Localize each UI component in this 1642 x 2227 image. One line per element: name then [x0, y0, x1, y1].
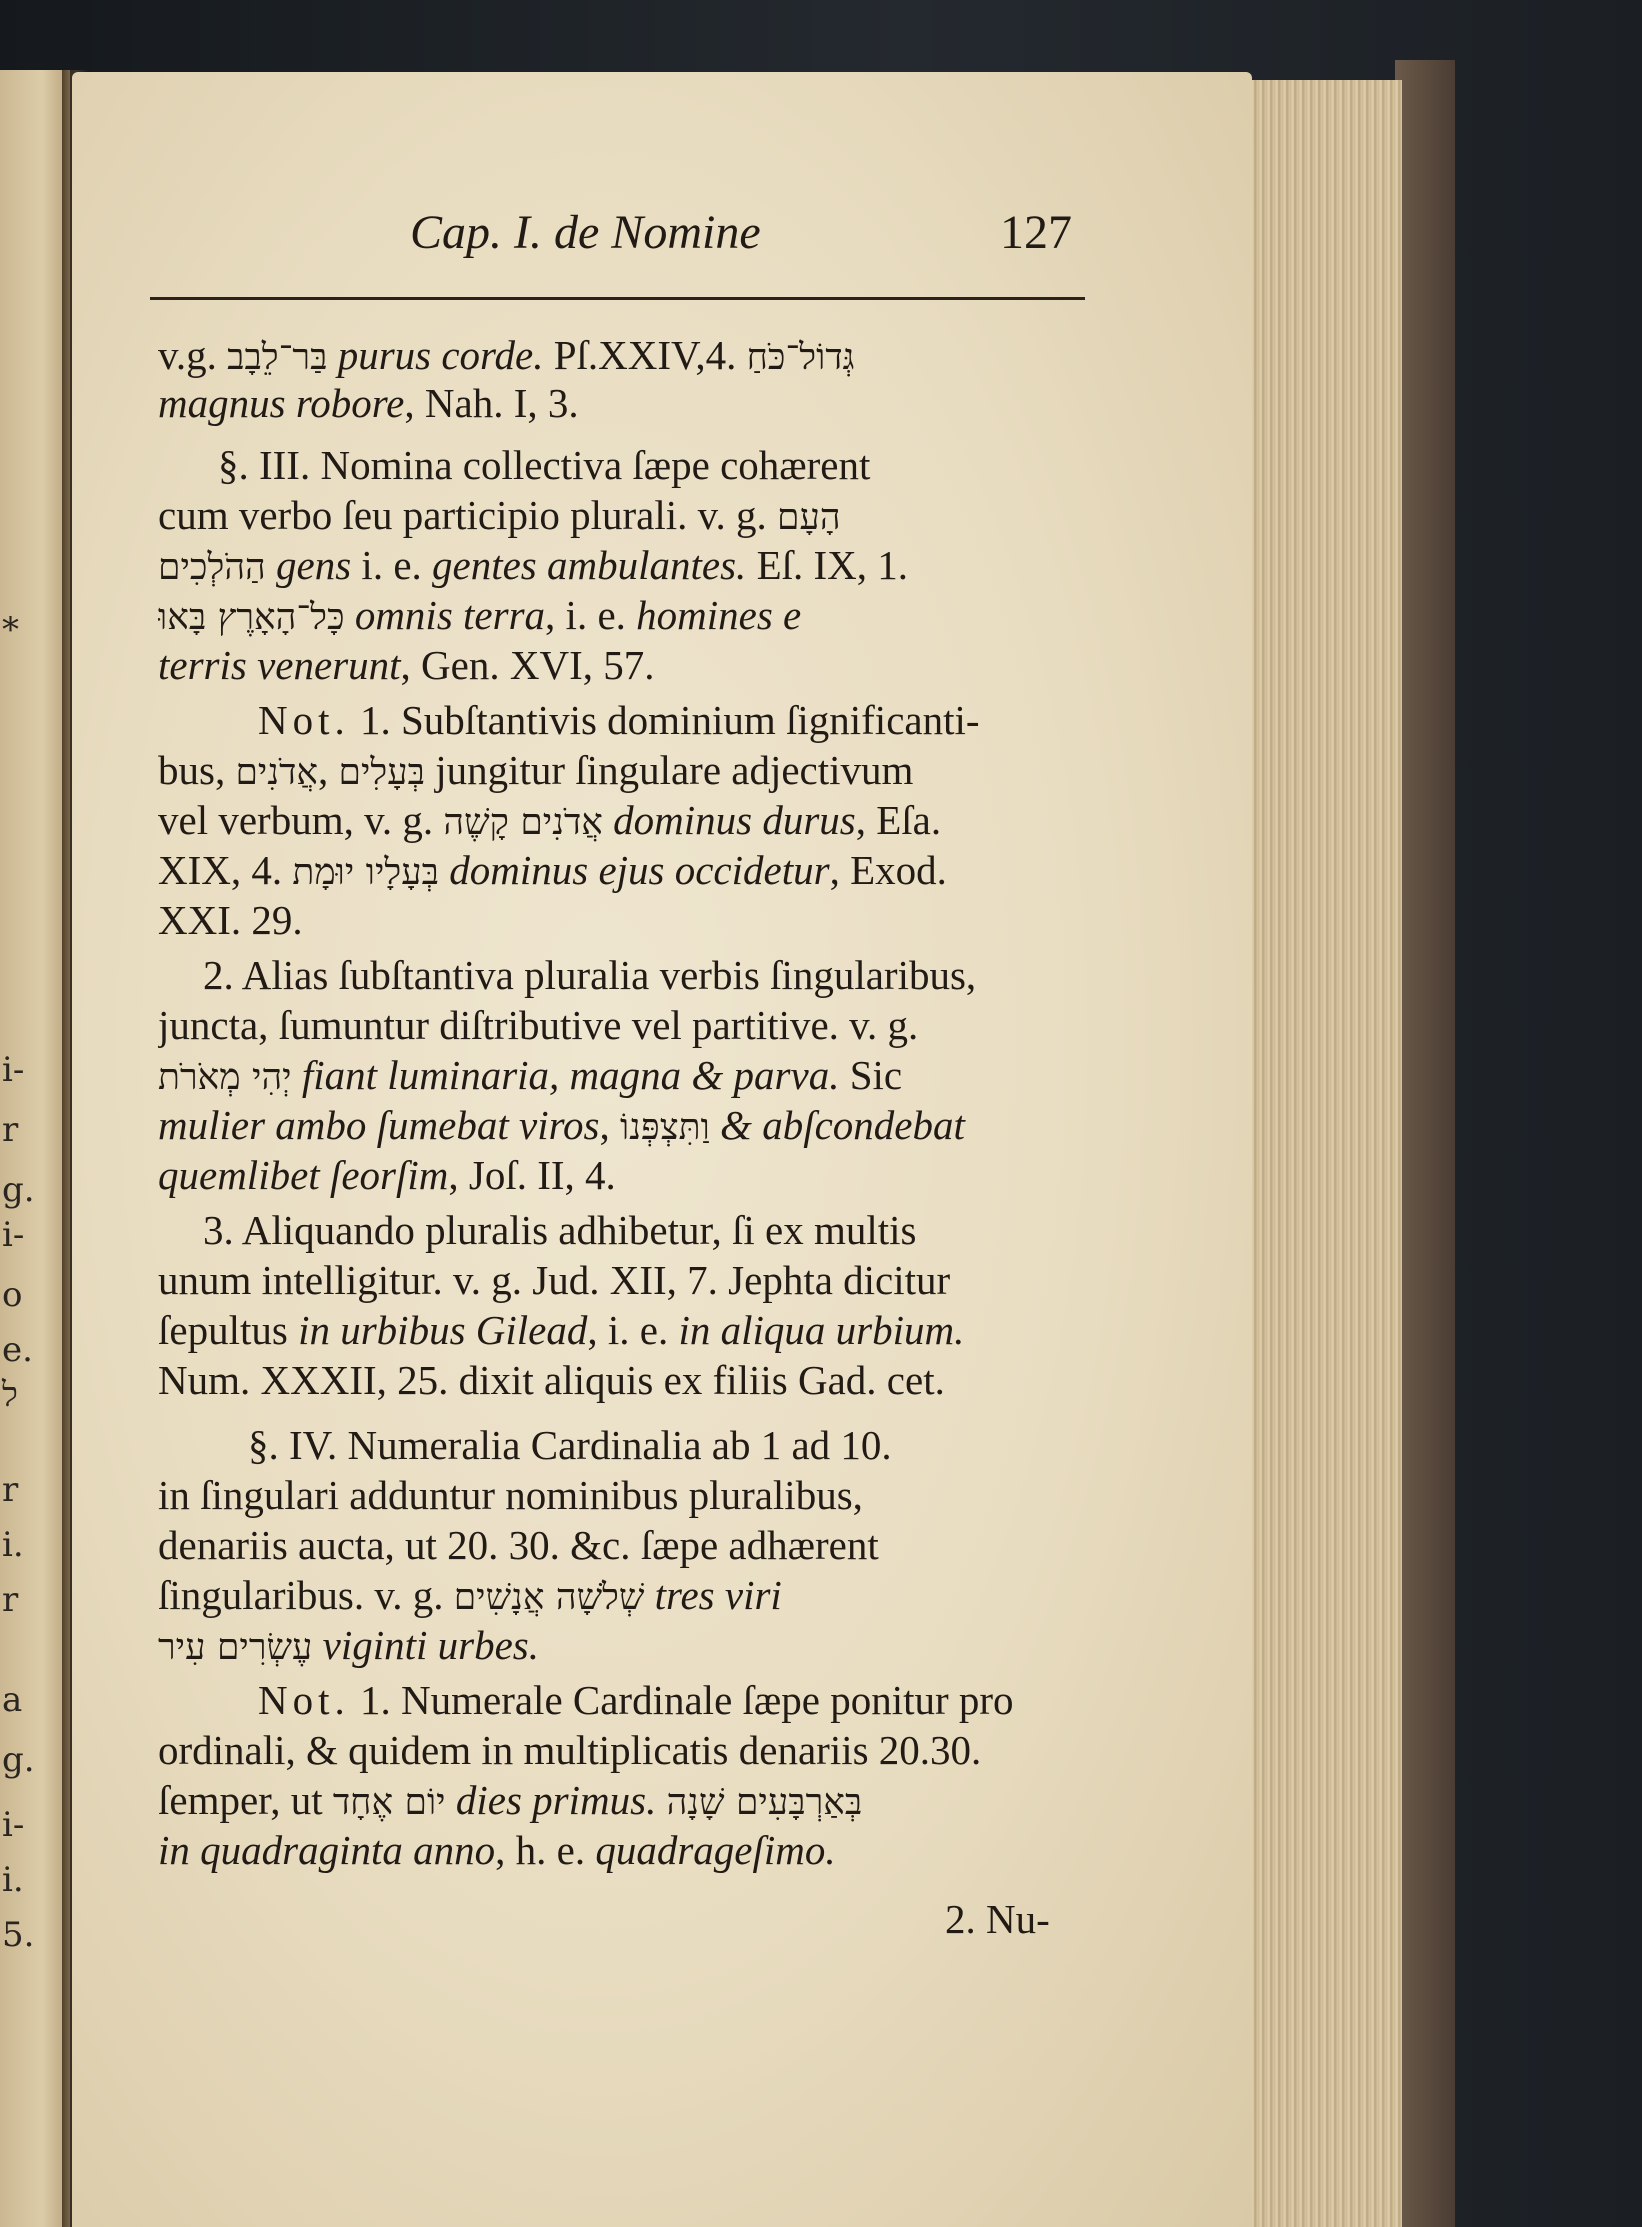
text-run: Num. XXXII, 25. dixit aliquis ex filiis Gad. cet.	[158, 1357, 945, 1403]
hebrew-word: כָּל־הָאָרֶץ בָּאוּ	[158, 597, 345, 638]
left-margin-fragment: o	[2, 1275, 23, 1315]
text-run: ſingularibus. v. g.	[158, 1572, 454, 1618]
text-run: Not.	[258, 697, 350, 743]
text-run: juncta, ſumuntur diſtributive vel partitive. v. g.	[158, 1002, 919, 1048]
left-facing-page	[0, 70, 70, 2227]
italic-text: dominus ejus occidetur	[438, 847, 830, 893]
hebrew-word: עֶשְׂרִים עִיר	[158, 1627, 313, 1668]
hebrew-word: אֲדֹנִים קָשֶׁה	[443, 802, 603, 843]
left-margin-fragment: r	[2, 1470, 19, 1510]
text-line	[158, 1775, 1078, 1828]
text-run: unum intelligitur. v. g. Jud. XII, 7. Jephta dicitur	[158, 1257, 951, 1303]
text-run: , Exod.	[829, 847, 947, 893]
text-run: §. III. Nomina collectiva ſæpe cohærent	[218, 442, 871, 488]
text-line	[158, 1050, 1078, 1103]
text-line	[158, 640, 1078, 690]
text-run: , h. e.	[495, 1827, 586, 1873]
italic-text: dominus durus	[602, 797, 856, 843]
text-run: Sic	[839, 1052, 903, 1098]
text-run: 2. Alias ſubſtantiva pluralia verbis ſingularibus,	[203, 952, 977, 998]
left-margin-fragment: i.	[2, 1525, 24, 1565]
italic-text: viginti urbes.	[312, 1622, 540, 1668]
hebrew-word: בַּר־לֵבָב	[227, 337, 328, 378]
text-line	[158, 695, 1178, 745]
text-line	[158, 1570, 1078, 1623]
text-run: bus,	[158, 747, 236, 793]
book-cover-board	[1395, 60, 1455, 2227]
hebrew-word: בְּאַרְבָּעִים שָׁנָה	[666, 1782, 863, 1823]
text-run: Pſ.XXIV,4.	[543, 332, 747, 378]
text-line	[158, 1150, 1078, 1200]
hebrew-word: בְּעָלִים	[338, 752, 425, 793]
italic-text: fiant luminaria, magna & parva.	[291, 1052, 840, 1098]
header-rule	[150, 297, 1085, 300]
text-line	[158, 1100, 1078, 1153]
text-run: i. e.	[351, 542, 422, 588]
text-run: ſemper, ut	[158, 1777, 333, 1823]
text-run	[656, 1777, 666, 1823]
left-margin-fragment: g.	[2, 1170, 35, 1210]
text-run: §. IV. Numeralia Cardinalia ab 1 ad 10.	[248, 1422, 892, 1468]
left-margin-fragment: r	[2, 1110, 19, 1150]
italic-text: quadrageſimo.	[585, 1827, 836, 1873]
hebrew-word: וַתִּצְפְּנוֹ	[619, 1107, 710, 1148]
text-run: jungitur ſingulare adjectivum	[424, 747, 914, 793]
text-line	[158, 1825, 1078, 1875]
text-run: cum verbo ſeu participio plurali. v. g.	[158, 492, 778, 538]
text-line	[158, 330, 1078, 383]
text-line	[158, 1470, 1078, 1520]
text-run: , Joſ. II, 4.	[448, 1152, 616, 1198]
left-page-margin-text	[0, 70, 70, 2227]
left-margin-fragment: i-	[2, 1805, 25, 1845]
text-run: in ſingulari adduntur nominibus pluralibus,	[158, 1472, 863, 1518]
italic-text: tres viri	[644, 1572, 782, 1618]
text-run: , i. e.	[545, 592, 626, 638]
italic-text: dies primus.	[445, 1777, 657, 1823]
text-run: 3. Aliquando pluralis adhibetur, ſi ex multis	[203, 1207, 917, 1253]
hebrew-word: בְּעָלָיו יוּמָת	[292, 852, 439, 893]
text-line	[158, 1675, 1178, 1725]
italic-text: quemlibet ſeorſim	[158, 1152, 449, 1198]
left-margin-fragment: e.	[2, 1330, 33, 1370]
text-line	[158, 795, 1078, 848]
running-head: Cap. I. de Nomine	[410, 206, 761, 259]
text-run: XIX, 4.	[158, 847, 293, 893]
italic-text: terris venerunt	[158, 642, 401, 688]
text-run: ordinali, & quidem in multiplicatis denariis 20.30.	[158, 1727, 982, 1773]
text-line	[158, 378, 1078, 428]
text-run: ſepultus	[158, 1307, 288, 1353]
italic-text: in urbibus Gilead	[287, 1307, 588, 1353]
text-run: Eſ. IX, 1.	[746, 542, 909, 588]
text-run: denariis aucta, ut 20. 30. &c. ſæpe adhærent	[158, 1522, 879, 1568]
hebrew-word: שְׁלֹשָׁה אֲנָשִׁים	[453, 1577, 645, 1618]
text-line	[158, 490, 1078, 543]
text-run: 1. Numerale Cardinale ſæpe ponitur pro	[349, 1677, 1014, 1723]
left-margin-fragment: 5.	[2, 1915, 35, 1955]
text-run: Not.	[258, 1677, 350, 1723]
text-line	[158, 745, 1078, 798]
italic-text: homines e	[625, 592, 802, 638]
italic-text: omnis terra	[344, 592, 546, 638]
text-line	[158, 1420, 1168, 1470]
page-block-edge	[1240, 80, 1402, 2227]
text-run: vel verbum, v. g.	[158, 797, 444, 843]
text-run: 1. Subſtantivis dominium ſignificanti-	[349, 697, 980, 743]
hebrew-word: הָעָם	[777, 497, 841, 538]
text-run: XXI. 29.	[158, 897, 303, 943]
text-run: , i. e.	[587, 1307, 669, 1353]
text-line	[158, 895, 1078, 945]
left-margin-fragment: a	[2, 1680, 23, 1720]
hebrew-word: הַהֹלְכִים	[158, 547, 266, 588]
text-line	[158, 1620, 1078, 1673]
text-run: ,	[599, 1102, 620, 1148]
hebrew-word: אֲדֹנִים	[235, 752, 318, 793]
italic-text: mulier ambo ſumebat viros	[158, 1102, 600, 1148]
italic-text: purus corde.	[327, 332, 544, 378]
italic-text: gens	[265, 542, 352, 588]
left-margin-fragment: g.	[2, 1740, 35, 1780]
text-run: , Eſa.	[855, 797, 942, 843]
italic-text: in aliqua urbium.	[668, 1307, 965, 1353]
text-run: ,	[318, 747, 339, 793]
text-line	[158, 950, 1123, 1000]
page-number: 127	[1000, 206, 1072, 259]
text-line	[158, 1725, 1078, 1775]
left-margin-fragment: *	[2, 610, 19, 650]
italic-text: in quadraginta anno	[158, 1827, 496, 1873]
text-run: , Nah. I, 3.	[404, 380, 579, 426]
text-line	[158, 1000, 1078, 1050]
text-line	[158, 1520, 1078, 1570]
text-line	[158, 1205, 1123, 1255]
left-margin-fragment: r	[2, 1580, 19, 1620]
text-line	[158, 440, 1138, 490]
hebrew-word: גְּדוֹל־כֹּחַ	[746, 337, 855, 378]
left-margin-fragment: i-	[2, 1050, 25, 1090]
text-run: v.g.	[158, 332, 228, 378]
left-margin-fragment: i-	[2, 1215, 25, 1255]
text-line	[158, 1255, 1078, 1305]
left-margin-fragment: ל	[2, 1375, 18, 1415]
text-line	[158, 590, 1078, 643]
text-line	[158, 1355, 1078, 1405]
italic-text: magnus robore	[158, 380, 405, 426]
hebrew-word: יְהִי מְאֹרֹת	[158, 1057, 292, 1098]
left-margin-fragment: i.	[2, 1860, 24, 1900]
text-run: , Gen. XVI, 57.	[400, 642, 655, 688]
text-line	[158, 845, 1078, 898]
catchword: 2. Nu-	[945, 1896, 1050, 1942]
text-line	[158, 1305, 1078, 1355]
italic-text: & abſcondebat	[709, 1102, 965, 1148]
italic-text: gentes ambulantes.	[421, 542, 747, 588]
hebrew-word: יוֹם אֶחָד	[332, 1782, 446, 1823]
text-line	[158, 540, 1078, 593]
